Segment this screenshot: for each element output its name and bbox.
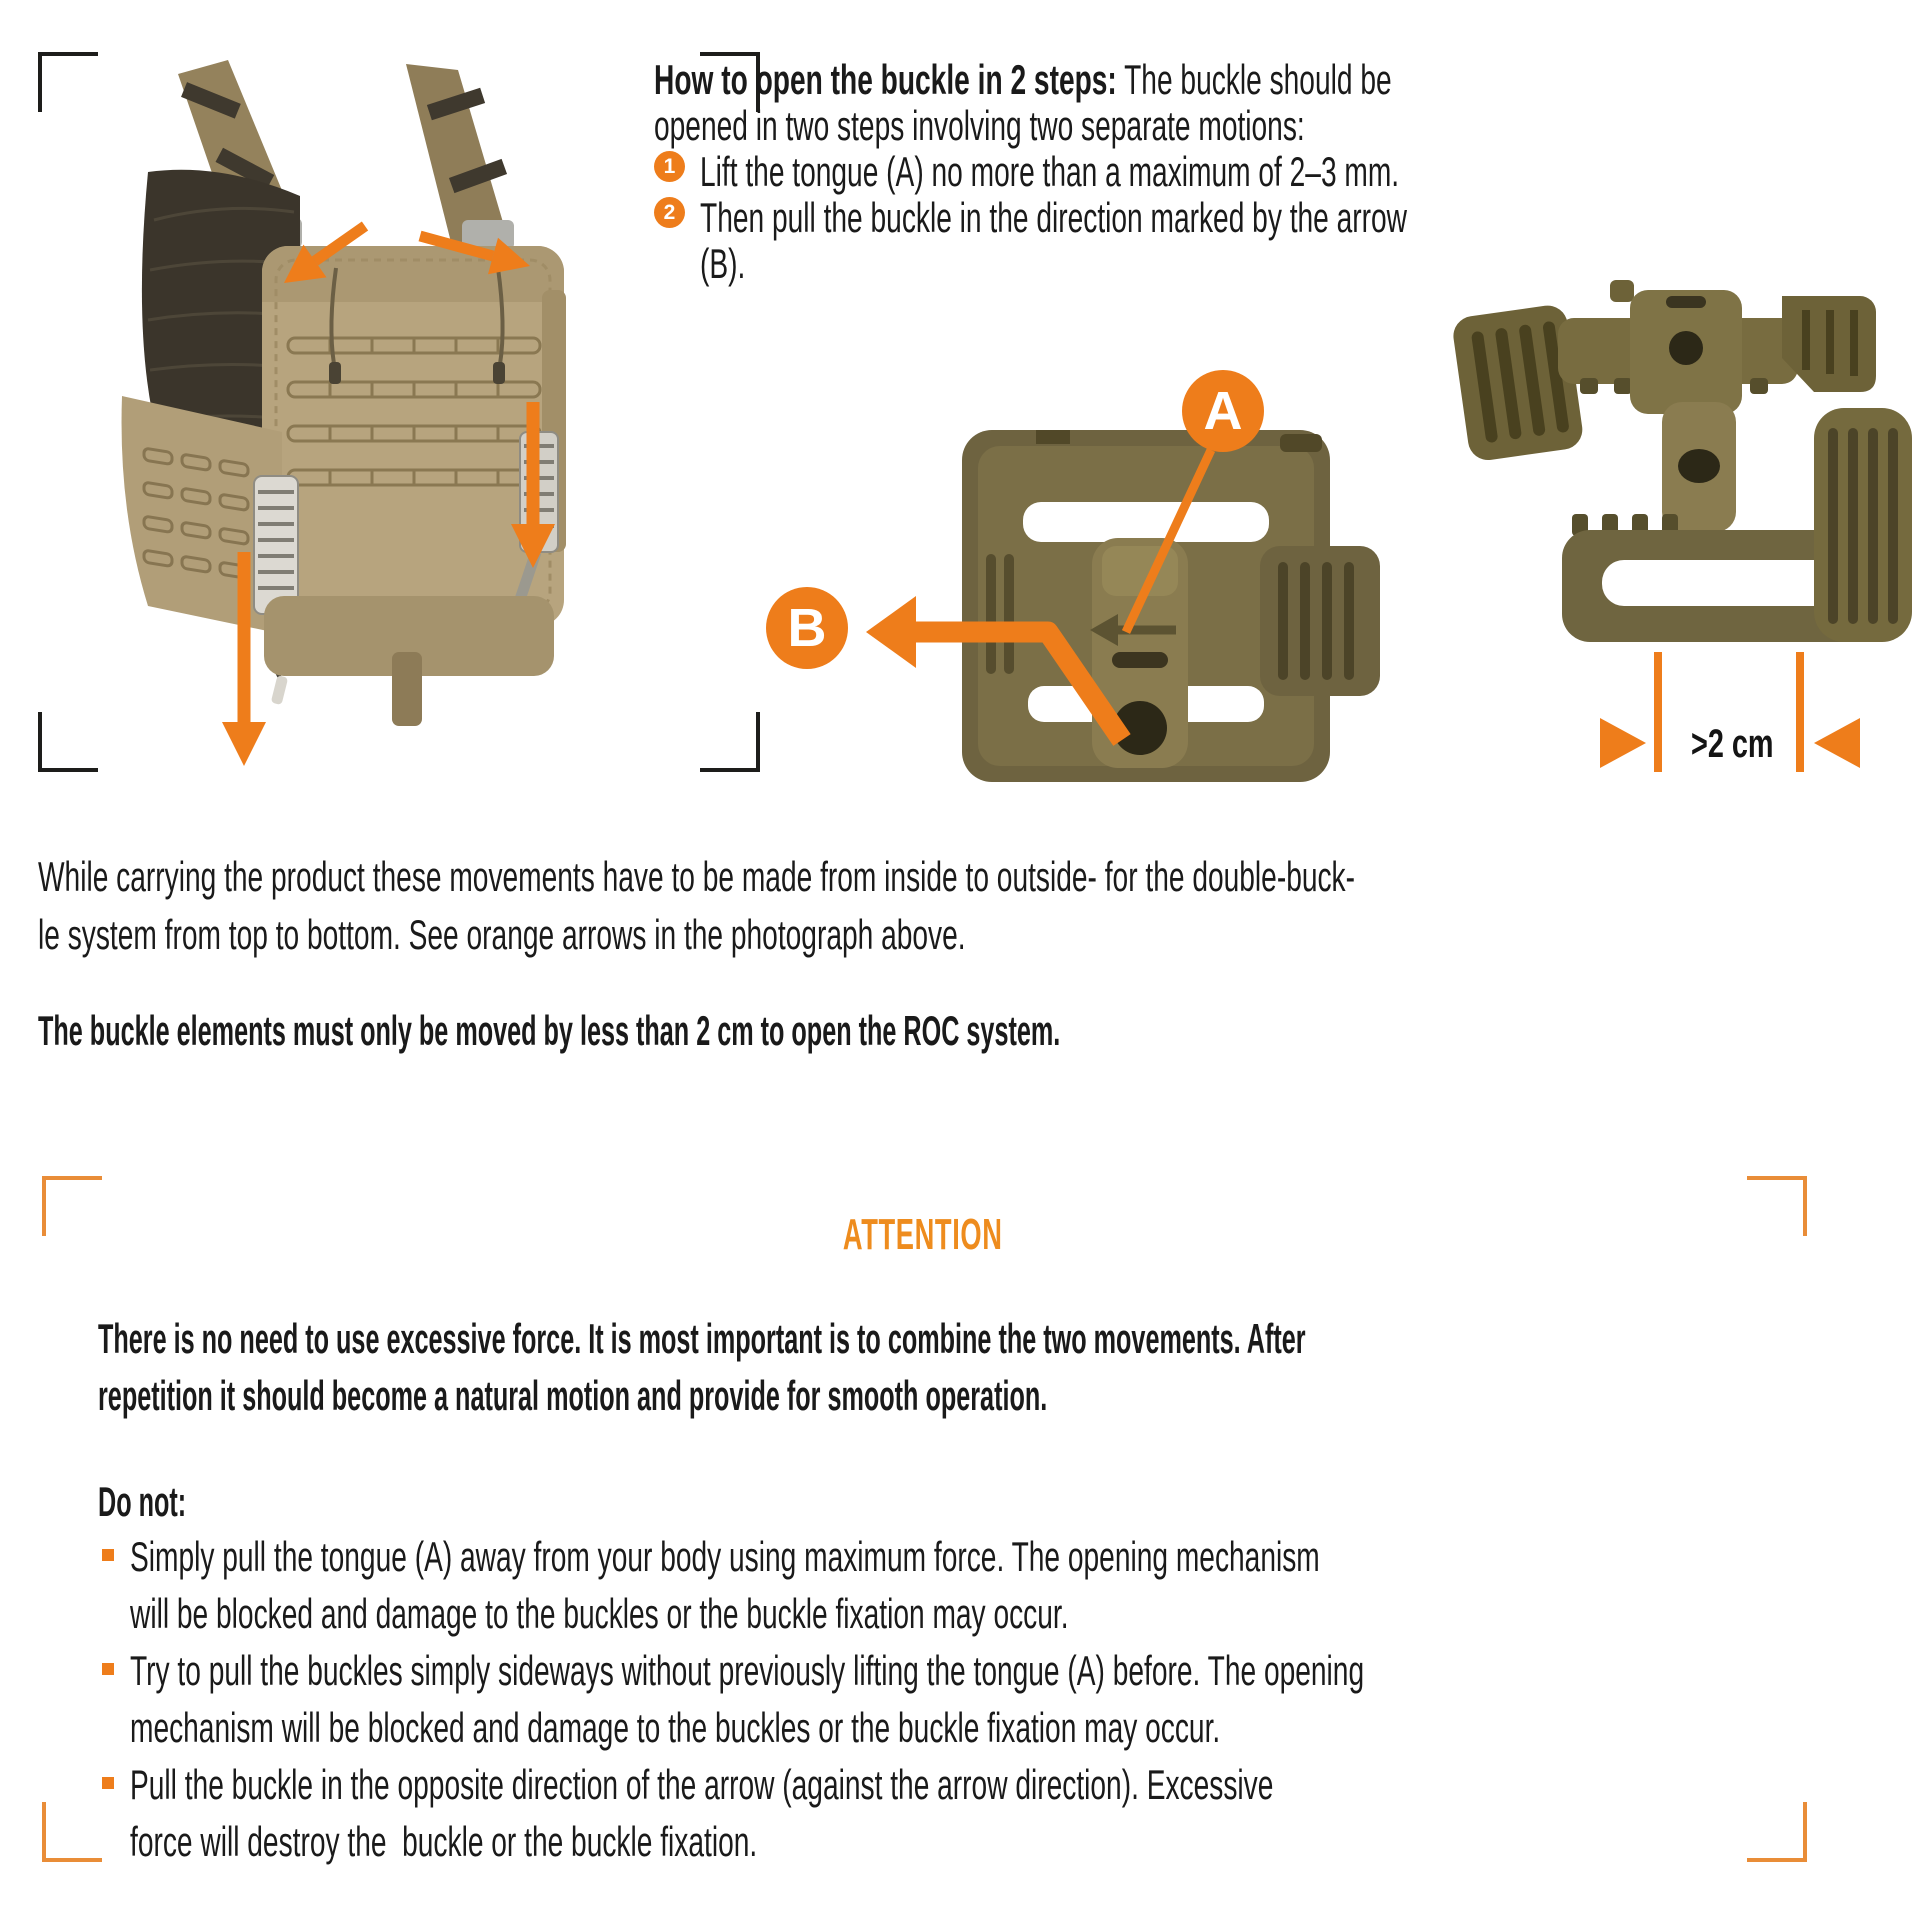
- measurement-label: >2 cm: [1690, 722, 1774, 766]
- bullet-3-line-2: force will destroy the buckle or the buckle fixation.: [130, 1818, 758, 1865]
- attention-bold-line-2: repetition it should become a natural motion and provide for smooth operation.: [98, 1372, 1048, 1419]
- arrow-right-icon: [1600, 718, 1646, 768]
- arrow-left-icon: [1814, 718, 1860, 768]
- intro-line-2: opened in two steps involving two separate motions:: [654, 102, 1305, 149]
- attention-bold-line-1: There is no need to use excessive force. It is most important is to combine the two movements. After: [98, 1315, 1306, 1362]
- attention-title: ATTENTION: [842, 1210, 1003, 1259]
- bullet-square-1: [102, 1549, 114, 1561]
- label-a-text: A: [1203, 381, 1243, 441]
- donot-heading: Do not:: [98, 1478, 187, 1525]
- bullet-3-line-1: Pull the buckle in the opposite direction of the arrow (against the arrow direction). Excessive: [130, 1761, 1274, 1808]
- paragraph-1-line-1: While carrying the product these movements have to be made from inside to outside- for the double-buck-: [38, 853, 1356, 900]
- intro-line-1: How to open the buckle in 2 steps: The buckle should be: [654, 56, 1392, 103]
- vest-photo: [30, 40, 760, 770]
- buckle-closed-photo: [740, 330, 1420, 810]
- paragraph-1-line-2: le system from top to bottom. See orange arrows in the photograph above.: [38, 911, 966, 958]
- bullet-1-line-1: Simply pull the tongue (A) away from your body using maximum force. The opening mechanism: [130, 1533, 1320, 1580]
- bottom-flap: [264, 596, 554, 726]
- bullet-square-3: [102, 1777, 114, 1789]
- step-1-text: Lift the tongue (A) no more than a maximum of 2–3 mm.: [700, 148, 1400, 195]
- bullet-2-line-2: mechanism will be blocked and damage to the buckles or the buckle fixation may occur.: [130, 1704, 1221, 1751]
- step-2-text-line-2: (B).: [700, 240, 746, 287]
- buckle-body: [962, 430, 1380, 782]
- step-2-text-line-1: Then pull the buckle in the direction marked by the arrow: [700, 194, 1408, 241]
- step-1-number-badge: 1: [654, 151, 685, 182]
- open-buckle-lower-half: [1562, 402, 1912, 642]
- bullet-1-line-2: will be blocked and damage to the buckles or the buckle fixation may occur.: [130, 1590, 1069, 1637]
- buckle-open-photo: [1430, 260, 1920, 790]
- label-b-text: B: [787, 598, 827, 658]
- paragraph-2-bold: The buckle elements must only be moved by less than 2 cm to open the ROC system.: [38, 1007, 1061, 1054]
- bullet-square-2: [102, 1663, 114, 1675]
- step-2-number-badge: 2: [654, 197, 685, 228]
- attention-corner-bottom-right: [1747, 1802, 1807, 1862]
- attention-corner-bottom-left: [42, 1802, 102, 1862]
- bullet-2-line-1: Try to pull the buckles simply sideways without previously lifting the tongue (A) before. The opening: [130, 1647, 1365, 1694]
